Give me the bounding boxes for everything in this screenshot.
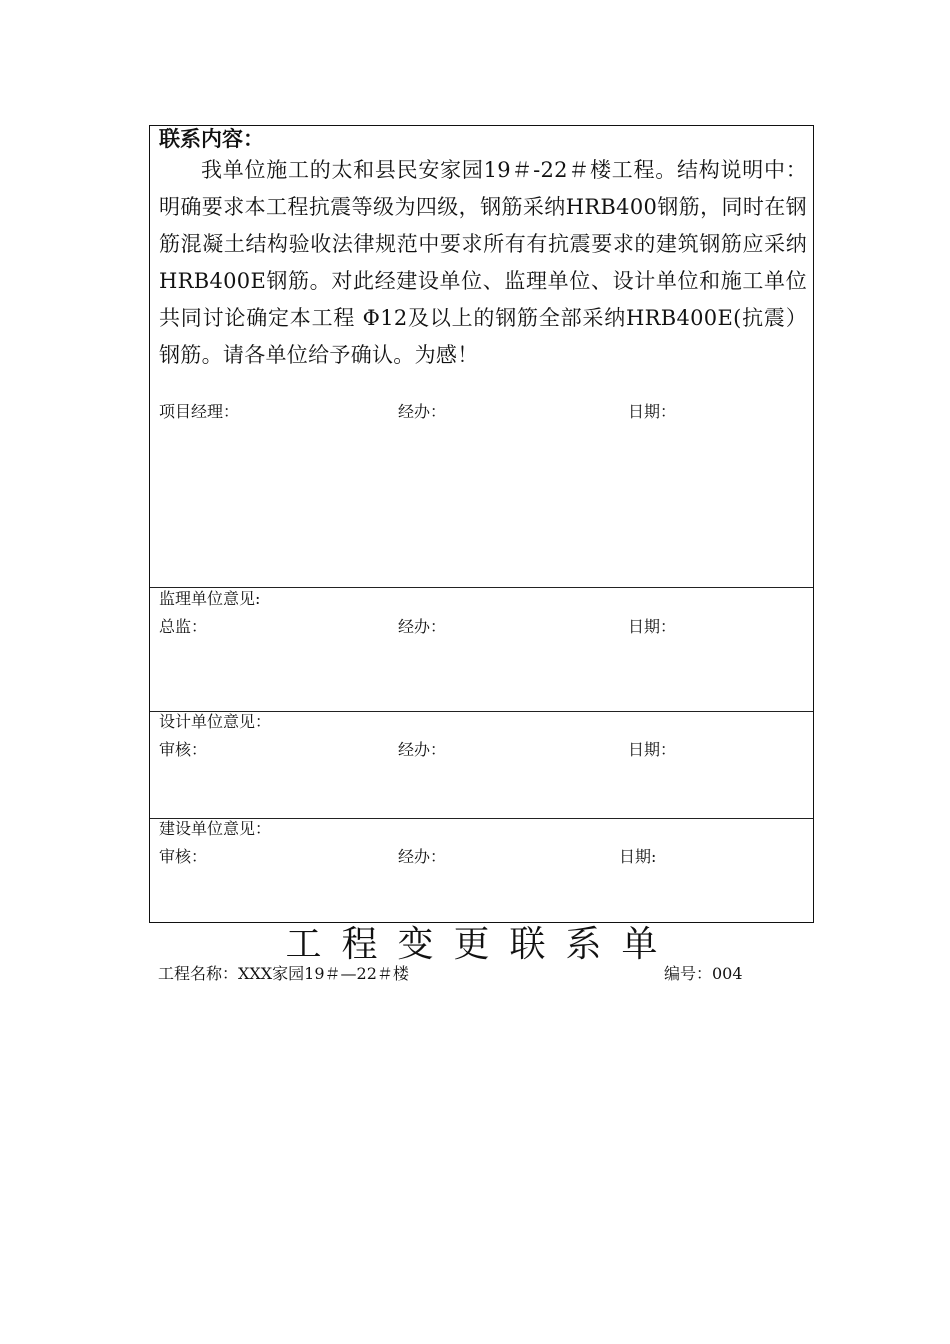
content-label: 联系内容： (159, 126, 264, 151)
construction-signature-row (159, 845, 807, 869)
construction-opinion-label: 建设单位意见： (159, 819, 272, 838)
supervision-opinion-label: 监理单位意见: (159, 589, 261, 608)
handler-label: 经办： (398, 617, 447, 636)
handler-label: 经办： (398, 740, 447, 759)
project-name: 工程名称：XXX家园19＃—22＃楼 (158, 964, 409, 983)
handler-label: 经办： (398, 847, 447, 866)
supervision-signature-row (159, 615, 807, 639)
content-body: 我单位施工的太和县民安家园19＃-22＃楼工程。结构说明中：明确要求本工程抗震等级为四级，钢筋采纳HRB400钢筋，同时在钢筋混凝土结构验收法律规范中要求所有有抗震要求的建筑钢筋应采纳HRB400E钢筋。对此经建设单位、监理单位、设计单位和施工单位共同讨论确定本工程 Φ12及以上的钢筋全部采纳HRB400E(抗震）钢筋。请各单位给予确认。为感！ (159, 158, 807, 367)
design-opinion-label: 设计单位意见： (159, 712, 272, 731)
design-signature-row (159, 738, 807, 762)
handler-label: 经办： (398, 402, 447, 421)
reviewer-label: 审核： (159, 740, 208, 759)
project-manager-label: 项目经理： (159, 402, 240, 421)
serial-number: 编号：004 (664, 964, 743, 983)
form-title: 工程变更联系单 (285, 924, 678, 965)
change-form-table (149, 125, 814, 923)
reviewer-label: 审核： (159, 847, 208, 866)
date-label: 日期： (628, 740, 677, 759)
date-label: 日期： (628, 617, 677, 636)
content-signature-row (159, 400, 807, 424)
date-label: 日期: (619, 847, 657, 866)
date-label: 日期： (628, 402, 677, 421)
chief-supervisor-label: 总监： (159, 617, 208, 636)
